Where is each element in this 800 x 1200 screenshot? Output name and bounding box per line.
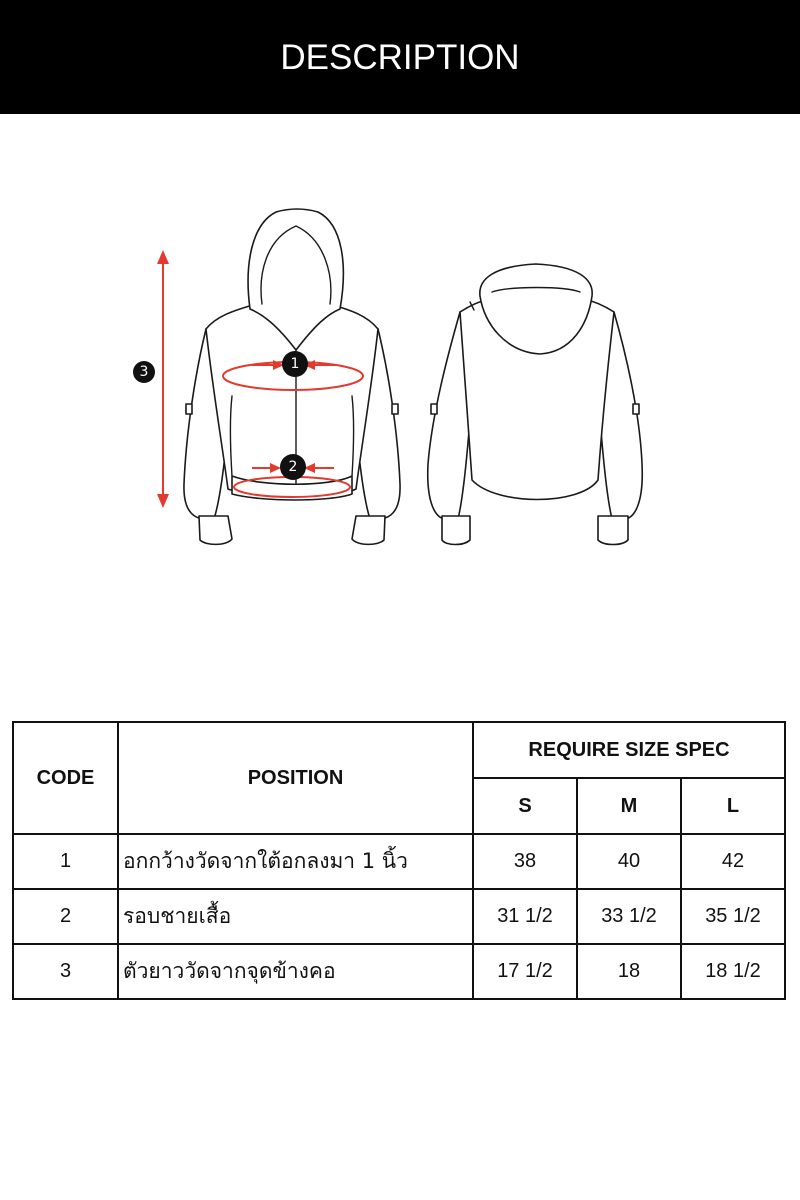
row-code: 3: [13, 944, 118, 999]
row-position: รอบชายเสื้อ: [118, 889, 473, 944]
row-size-m: 33 1/2: [577, 889, 681, 944]
header-size-s: S: [473, 778, 577, 834]
page-title: DESCRIPTION: [280, 38, 520, 77]
size-spec-table: [12, 721, 786, 1000]
row-position: ตัวยาววัดจากจุดข้างคอ: [118, 944, 473, 999]
row-size-l: 18 1/2: [681, 944, 785, 999]
row-size-s: 31 1/2: [473, 889, 577, 944]
row-size-l: 42: [681, 834, 785, 889]
header-code: CODE: [13, 722, 118, 834]
back-view: [428, 264, 643, 545]
row-code: 2: [13, 889, 118, 944]
length-measure: [133, 250, 169, 508]
table-row: [13, 944, 785, 999]
svg-text:2: 2: [288, 459, 298, 475]
header-position: POSITION: [118, 722, 473, 834]
header-spec-group: REQUIRE SIZE SPEC: [473, 722, 785, 778]
svg-text:3: 3: [139, 364, 149, 380]
garment-diagram: [0, 114, 800, 674]
row-size-l: 35 1/2: [681, 889, 785, 944]
row-position: อกกว้างวัดจากใต้อกลงมา 1 นิ้ว: [118, 834, 473, 889]
row-size-s: 38: [473, 834, 577, 889]
svg-text:1: 1: [290, 356, 300, 372]
row-code: 1: [13, 834, 118, 889]
table-row: [13, 834, 785, 889]
hoodie-sketch: [0, 114, 800, 674]
row-size-s: 17 1/2: [473, 944, 577, 999]
header-bar: [0, 0, 800, 114]
front-view: [184, 209, 400, 544]
table-row: [13, 889, 785, 944]
row-size-m: 40: [577, 834, 681, 889]
row-size-m: 18: [577, 944, 681, 999]
header-size-l: L: [681, 778, 785, 834]
header-size-m: M: [577, 778, 681, 834]
